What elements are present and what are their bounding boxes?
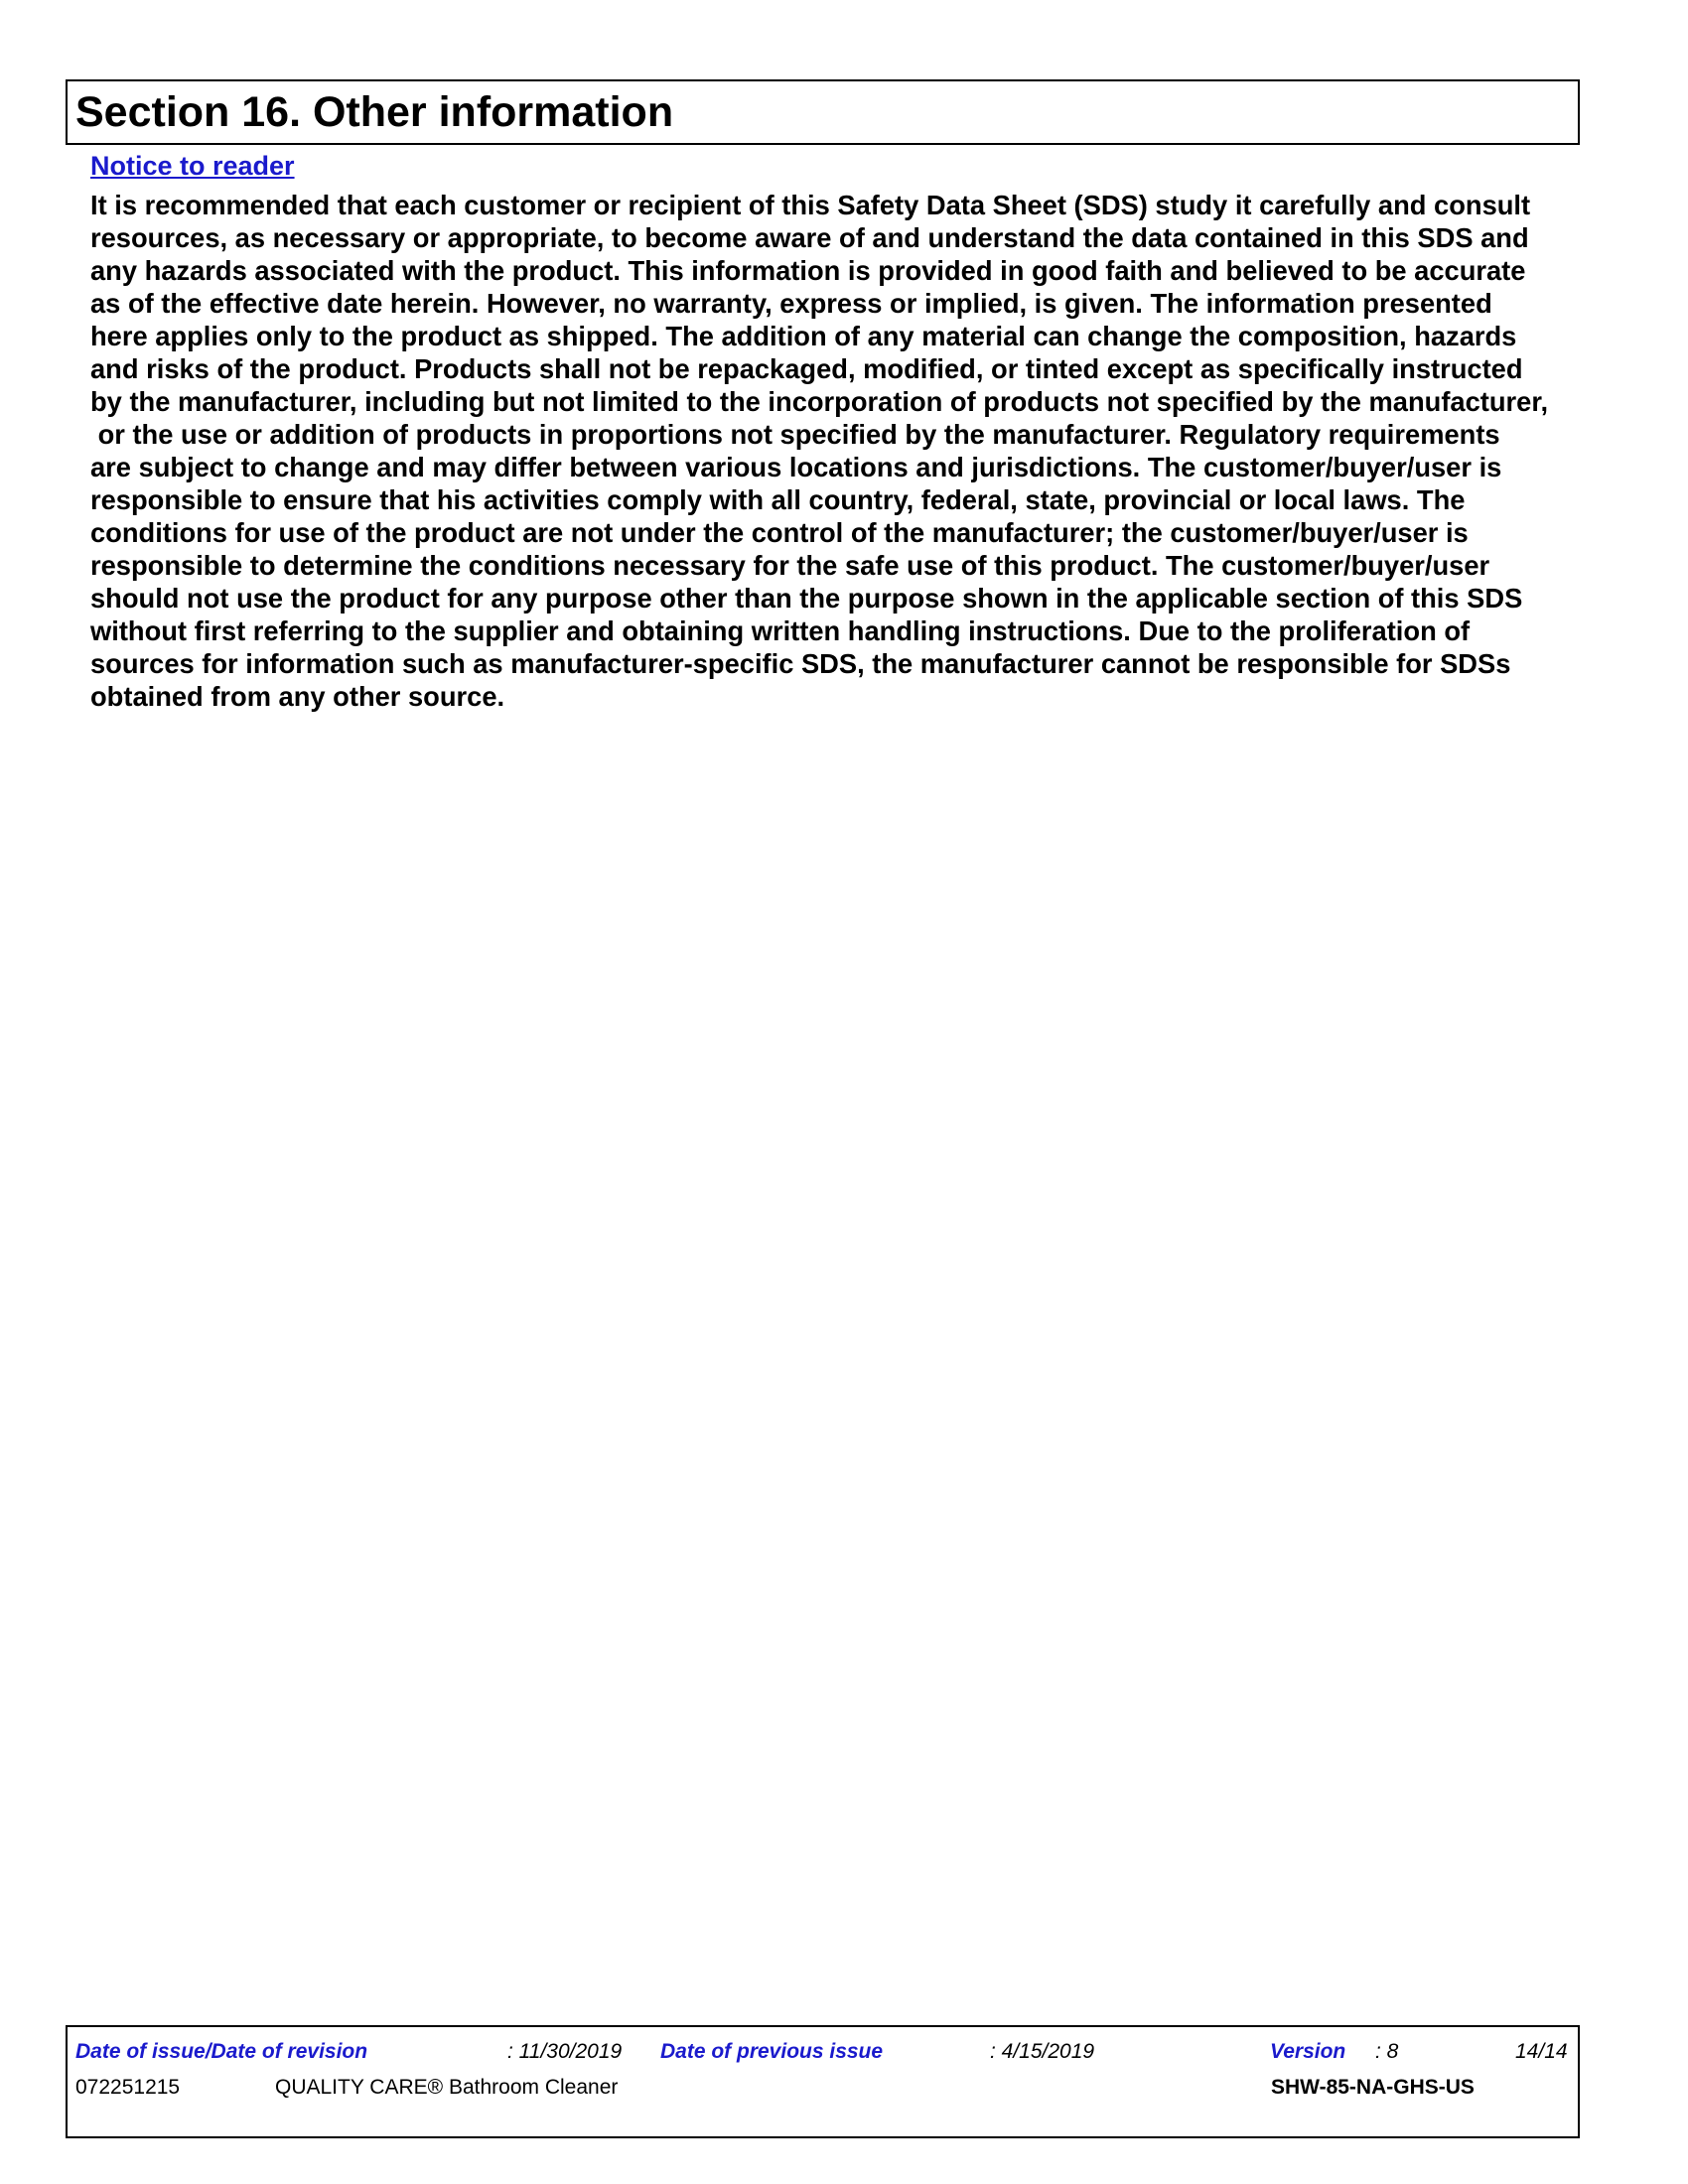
notice-line: here applies only to the product as shipped. The addition of any material can change the composition, hazards [90,321,1517,351]
version-value: : 8 [1375,2040,1399,2063]
section-header [66,79,1580,145]
issue-date-value: : 11/30/2019 [507,2040,623,2063]
page-footer [66,2025,1580,2138]
notice-line: without first referring to the supplier and obtaining written handling instructions. Due to the proliferation of [90,615,1471,646]
section-title: Section 16. Other information [75,88,674,136]
notice-line: or the use or addition of products in proportions not specified by the manufacturer. Regulatory requirements [90,419,1500,450]
notice-to-reader-link[interactable]: Notice to reader [90,151,295,181]
product-code: 072251215 [75,2076,181,2099]
notice-line: should not use the product for any purpose other than the purpose shown in the applicable section of this SDS [90,583,1523,614]
notice-line: as of the effective date herein. However, no warranty, express or implied, is given. The information presented [90,288,1492,319]
notice-body [90,189,1580,713]
notice-line: responsible to determine the conditions necessary for the safe use of this product. The customer/buyer/user [90,550,1490,581]
notice-line: conditions for use of the product are not under the control of the manufacturer; the customer/buyer/user is [90,517,1469,548]
notice-line: responsible to ensure that his activities comply with all country, federal, state, provincial or local laws. The [90,484,1466,515]
document-code: SHW-85-NA-GHS-US [1271,2076,1475,2099]
version-label: Version [1270,2040,1346,2063]
notice-line: sources for information such as manufacturer-specific SDS, the manufacturer cannot be responsible for SDSs [90,648,1511,679]
product-name: QUALITY CARE® Bathroom Cleaner [275,2076,619,2099]
notice-line: any hazards associated with the product. This information is provided in good faith and believed to be accurate [90,255,1526,286]
notice-line: resources, as necessary or appropriate, to become aware of and understand the data contained in this SDS and [90,222,1529,253]
previous-issue-label: Date of previous issue [660,2040,884,2063]
issue-date-label: Date of issue/Date of revision [75,2040,368,2063]
notice-line: by the manufacturer, including but not limited to the incorporation of products not specified by the manufacturer, [90,386,1549,417]
notice-line: and risks of the product. Products shall not be repackaged, modified, or tinted except as specifically instructed [90,353,1523,384]
notice-line: obtained from any other source. [90,681,505,712]
notice-line: It is recommended that each customer or recipient of this Safety Data Sheet (SDS) study it carefully and consult [90,190,1531,220]
page-number: 14/14 [1515,2040,1568,2063]
notice-line: are subject to change and may differ between various locations and jurisdictions. The customer/buyer/user is [90,452,1502,482]
previous-issue-value: : 4/15/2019 [990,2040,1095,2063]
